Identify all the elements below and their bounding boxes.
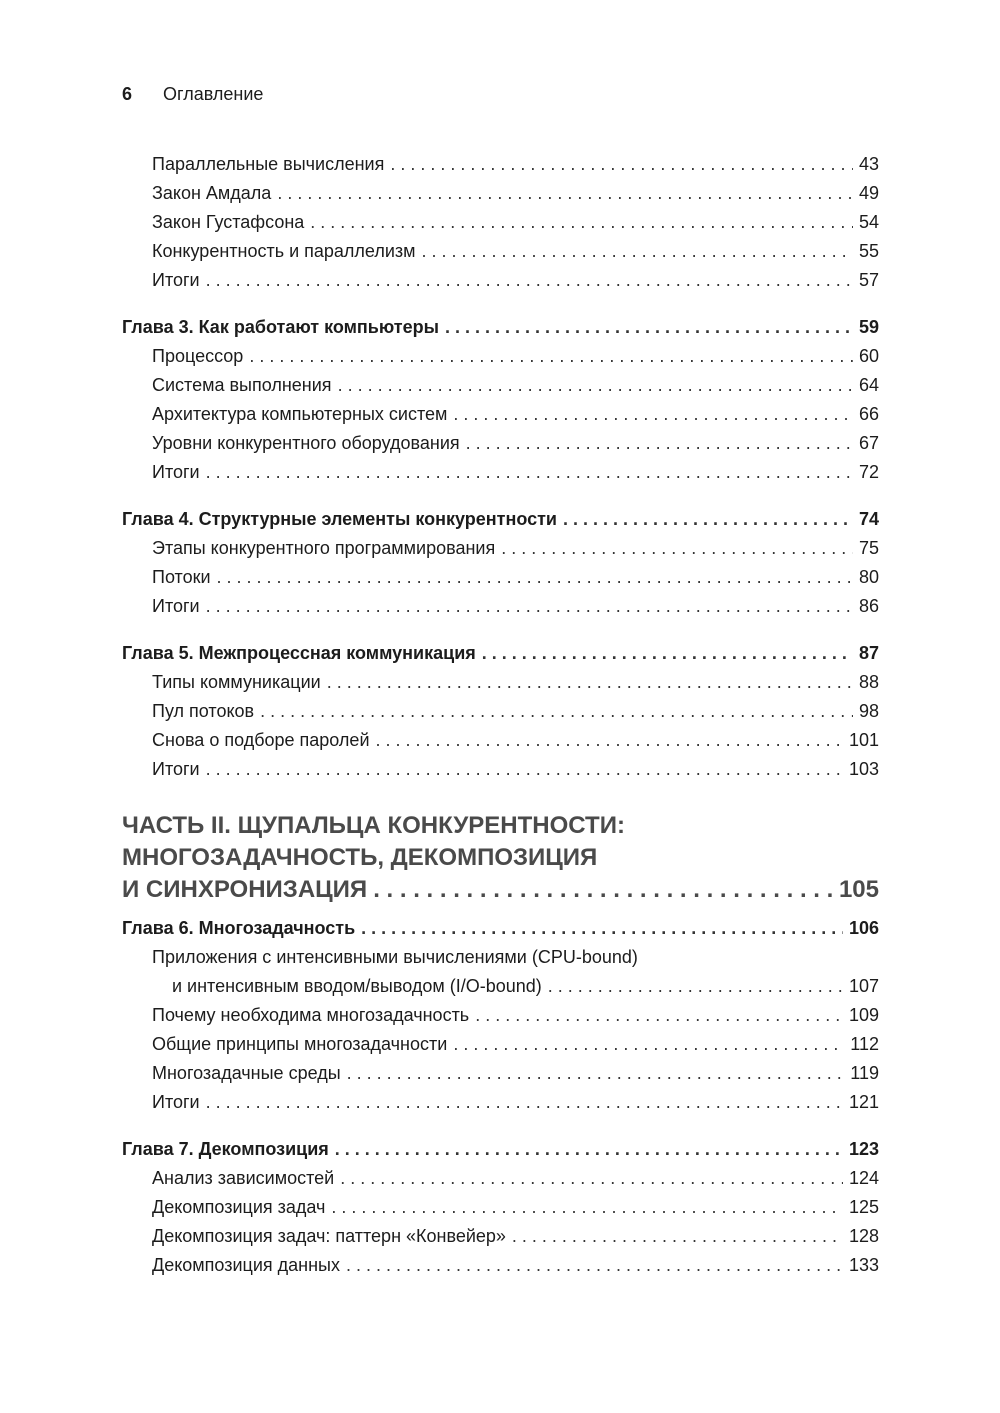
- leader-dots: [422, 237, 853, 266]
- toc-entry-title: Закон Густафсона: [152, 212, 305, 232]
- toc-entry[interactable]: [122, 266, 879, 295]
- toc-entry-page: 75: [858, 538, 879, 558]
- toc-entry[interactable]: [122, 208, 879, 237]
- leader-dots: [445, 313, 853, 342]
- leader-dots: [475, 1001, 843, 1030]
- leader-dots: [361, 914, 843, 943]
- part-title-line: МНОГОЗАДАЧНОСТЬ, ДЕКОМПОЗИЦИЯ: [122, 844, 598, 871]
- toc-entry-page: 109: [848, 1005, 879, 1025]
- toc-entry[interactable]: [122, 697, 879, 726]
- toc-entry-page: 125: [848, 1197, 879, 1217]
- leader-dots: [217, 563, 853, 592]
- leader-dots: [563, 505, 853, 534]
- toc-entry-title: Типы коммуникации: [152, 672, 321, 692]
- toc-entry-page: 98: [858, 701, 879, 721]
- toc-entry-title: Закон Амдала: [152, 183, 272, 203]
- leader-dots: [482, 639, 853, 668]
- toc-entry-title: Итоги: [152, 462, 200, 482]
- leader-dots: [548, 972, 843, 1001]
- toc-entry-page: 112: [850, 1034, 879, 1054]
- toc-chapter-3[interactable]: [122, 313, 879, 342]
- toc-entry-page: 88: [858, 672, 879, 692]
- leader-dots: [390, 150, 853, 179]
- toc-entry-page: 103: [848, 759, 879, 779]
- toc-entry-title: Итоги: [152, 759, 200, 779]
- chapter-page: 106: [848, 918, 879, 938]
- toc-entry[interactable]: [122, 592, 879, 621]
- toc-entry-page: 66: [858, 404, 879, 424]
- toc-entry-page: 57: [858, 270, 879, 290]
- toc-entry-page: 80: [858, 567, 879, 587]
- chapter-title: Глава 6. Многозадачность: [122, 918, 356, 938]
- leader-dots: [206, 266, 853, 295]
- toc-entry-page: 55: [858, 241, 879, 261]
- leader-dots: [249, 342, 853, 371]
- toc-entry-title: Система выполнения: [152, 375, 332, 395]
- toc-entry[interactable]: [122, 668, 879, 697]
- toc-entry[interactable]: [122, 429, 879, 458]
- leader-dots: [466, 429, 853, 458]
- leader-dots: [327, 668, 853, 697]
- toc-chapter-6[interactable]: [122, 914, 879, 943]
- table-of-contents: [122, 150, 879, 1280]
- toc-chapter-7[interactable]: [122, 1135, 879, 1164]
- leader-dots: [335, 1135, 843, 1164]
- toc-entry[interactable]: [122, 1222, 879, 1251]
- toc-entry-page: 124: [848, 1168, 879, 1188]
- chapter-title: Глава 4. Структурные элементы конкурентности: [122, 509, 557, 529]
- leader-dots: [512, 1222, 843, 1251]
- toc-entry[interactable]: [122, 563, 879, 592]
- chapter-page: 87: [858, 643, 879, 663]
- leader-dots: [347, 1059, 845, 1088]
- leader-dots: [373, 874, 833, 906]
- toc-entry[interactable]: [122, 179, 879, 208]
- toc-entry-title: Итоги: [152, 1092, 200, 1112]
- toc-entry-title: Итоги: [152, 596, 200, 616]
- toc-entry[interactable]: [122, 150, 879, 179]
- toc-entry-title: Потоки: [152, 567, 211, 587]
- toc-entry-title: Почему необходима многозадачность: [152, 1005, 470, 1025]
- page-number: 6: [122, 84, 133, 104]
- toc-entry[interactable]: [122, 237, 879, 266]
- toc-entry-page: 43: [858, 154, 879, 174]
- toc-entry-page: 49: [858, 183, 879, 203]
- toc-entry-multiline[interactable]: [122, 943, 879, 1001]
- toc-entry[interactable]: [122, 1030, 879, 1059]
- leader-dots: [453, 1030, 844, 1059]
- toc-entry-title: Параллельные вычисления: [152, 154, 385, 174]
- part-title-line: И СИНХРОНИЗАЦИЯ: [122, 876, 368, 903]
- chapter-page: 59: [858, 317, 879, 337]
- toc-entry-title: Анализ зависимостей: [152, 1168, 335, 1188]
- toc-entry-page: 128: [848, 1226, 879, 1246]
- toc-entry-title: Приложения с интенсивными вычислениями (CPU-bound): [152, 947, 638, 967]
- leader-dots: [260, 697, 853, 726]
- toc-entry-title: Этапы конкурентного программирования: [152, 538, 496, 558]
- toc-entry[interactable]: [122, 755, 879, 784]
- toc-entry[interactable]: [122, 726, 879, 755]
- toc-entry-title: Многозадачные среды: [152, 1063, 341, 1083]
- toc-chapter-5[interactable]: [122, 639, 879, 668]
- leader-dots: [206, 1088, 843, 1117]
- chapter-page: 74: [858, 509, 879, 529]
- toc-entry-title: Декомпозиция задач: паттерн «Конвейер»: [152, 1226, 506, 1246]
- toc-entry[interactable]: [122, 342, 879, 371]
- toc-entry[interactable]: [122, 1164, 879, 1193]
- toc-entry-title: Декомпозиция задач: [152, 1197, 326, 1217]
- toc-entry[interactable]: [122, 1193, 879, 1222]
- toc-entry-title: Общие принципы многозадачности: [152, 1034, 448, 1054]
- toc-entry-page: 133: [848, 1255, 879, 1275]
- toc-entry-page: 67: [858, 433, 879, 453]
- leader-dots: [206, 592, 853, 621]
- toc-entry-title: Декомпозиция данных: [152, 1255, 340, 1275]
- toc-part-2[interactable]: [122, 810, 879, 906]
- leader-dots: [206, 458, 853, 487]
- toc-entry-page: 119: [850, 1063, 879, 1083]
- toc-entry-title: Уровни конкурентного оборудования: [152, 433, 460, 453]
- toc-entry-page: 107: [848, 976, 879, 996]
- toc-entry-title: Архитектура компьютерных систем: [152, 404, 448, 424]
- toc-entry[interactable]: [122, 1059, 879, 1088]
- toc-entry-title: Итоги: [152, 270, 200, 290]
- toc-entry-title: Процессор: [152, 346, 244, 366]
- toc-entry-title-continued: и интенсивным вводом/выводом (I/O-bound): [172, 976, 542, 996]
- toc-entry[interactable]: [122, 1001, 879, 1030]
- leader-dots: [453, 400, 853, 429]
- toc-entry[interactable]: [122, 371, 879, 400]
- toc-entry[interactable]: [122, 1088, 879, 1117]
- leader-dots: [338, 371, 853, 400]
- toc-entry-page: 60: [858, 346, 879, 366]
- page-header: [122, 82, 263, 106]
- toc-entry-page: 64: [858, 375, 879, 395]
- leader-dots: [340, 1164, 843, 1193]
- toc-entry[interactable]: [122, 534, 879, 563]
- chapter-title: Глава 5. Межпроцессная коммуникация: [122, 643, 476, 663]
- toc-entry[interactable]: [122, 1251, 879, 1280]
- toc-entry-title: Конкурентность и параллелизм: [152, 241, 416, 261]
- leader-dots: [346, 1251, 843, 1280]
- chapter-page: 123: [848, 1139, 879, 1159]
- part-title-line: ЧАСТЬ II. ЩУПАЛЬЦА КОНКУРЕНТНОСТИ:: [122, 812, 625, 839]
- running-title: Оглавление: [163, 84, 264, 104]
- toc-entry[interactable]: [122, 400, 879, 429]
- part-page: 105: [838, 876, 879, 903]
- toc-chapter-4[interactable]: [122, 505, 879, 534]
- leader-dots: [501, 534, 853, 563]
- leader-dots: [277, 179, 853, 208]
- toc-entry-title: Снова о подборе паролей: [152, 730, 370, 750]
- leader-dots: [331, 1193, 843, 1222]
- chapter-title: Глава 3. Как работают компьютеры: [122, 317, 439, 337]
- leader-dots: [376, 726, 843, 755]
- toc-entry-page: 101: [848, 730, 879, 750]
- toc-entry-page: 86: [858, 596, 879, 616]
- toc-entry-page: 54: [858, 212, 879, 232]
- leader-dots: [310, 208, 853, 237]
- toc-entry-title: Пул потоков: [152, 701, 255, 721]
- leader-dots: [206, 755, 843, 784]
- toc-entry[interactable]: [122, 458, 879, 487]
- toc-entry-page: 72: [858, 462, 879, 482]
- toc-entry-page: 121: [848, 1092, 879, 1112]
- chapter-title: Глава 7. Декомпозиция: [122, 1139, 329, 1159]
